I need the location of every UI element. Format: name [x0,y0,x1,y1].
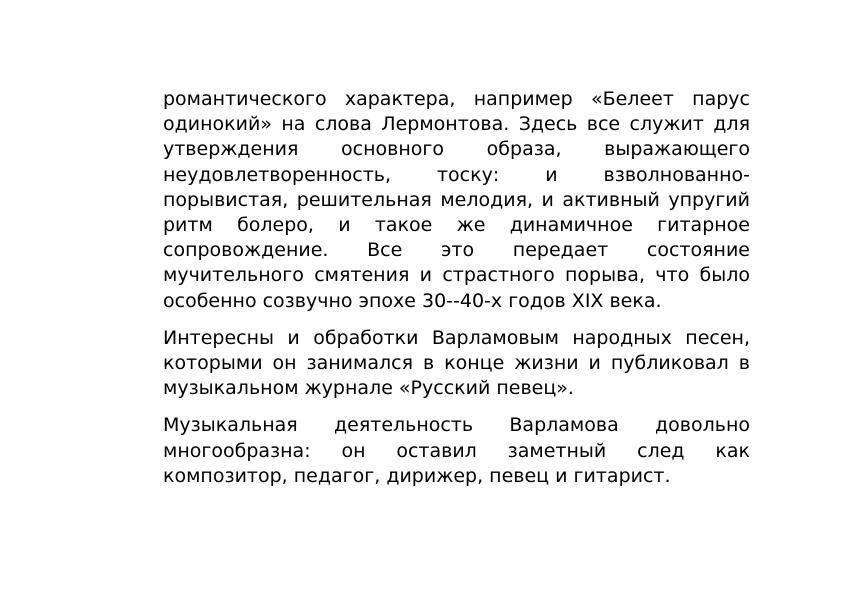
paragraph-romance-description: романтического характера, например «Белеет парус одинокий» на слова Лермонтова. Здесь все служит для утверждения основного образа, выражающего неудовлетворенность, тоску: и взволнованно-порывистая, решительная мелодия, и активный упругий ритм болеро, и такое же динамичное гитарное сопровождение. Все это передает состояние мучительного смятения и страстного порыва, что было особенно созвучно эпохе 30--40-х годов XIX века. [163,88,750,312]
paragraph-musical-activity: Музыкальная деятельность Варламова довольно многообразна: он оставил заметный след как композитор, педагог, дирижер, певец и гитарист. [163,414,750,487]
paragraph-folk-song-arrangements: Интересны и обработки Варламовым народных песен, которыми он занимался в конце жизни и публиковал в музыкальном журнале «Русский певец». [163,326,750,400]
body-text [163,87,750,501]
